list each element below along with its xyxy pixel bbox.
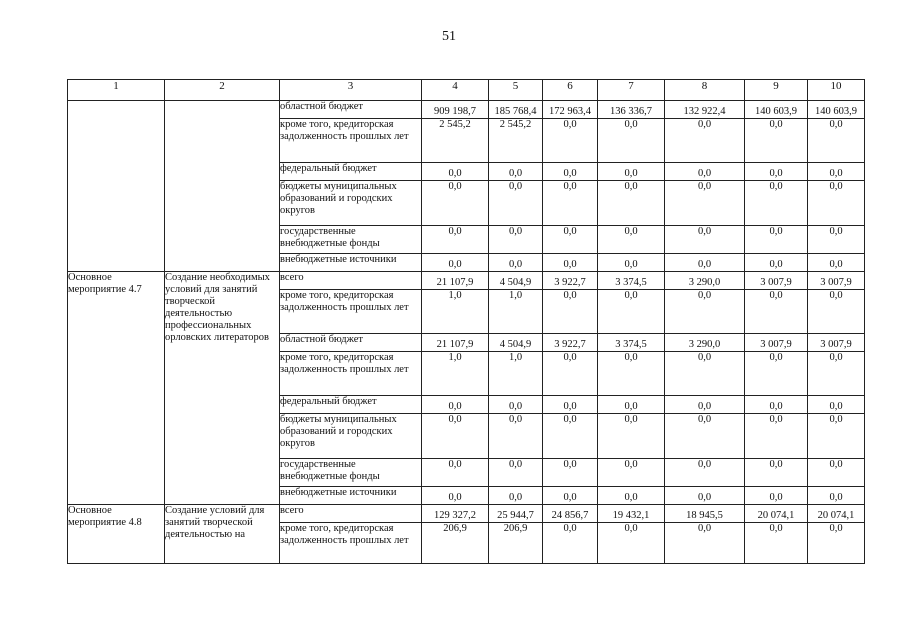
description-cell: Создание необходимых условий для занятий творческой деятельностью профессиональных орловских литераторов: [165, 272, 280, 505]
value-cell: 0,0: [598, 352, 665, 396]
value-cell: 3 922,7: [543, 334, 598, 352]
value-cell: 0,0: [489, 181, 543, 226]
value-cell: 140 603,9: [745, 101, 808, 119]
funding-source-cell: внебюджетные источники: [280, 254, 422, 272]
value-cell: 1,0: [422, 290, 489, 334]
value-cell: 185 768,4: [489, 101, 543, 119]
value-cell: 0,0: [489, 459, 543, 487]
description-cell: [165, 101, 280, 272]
col-header: 6: [543, 80, 598, 101]
value-cell: 0,0: [665, 181, 745, 226]
value-cell: 0,0: [543, 459, 598, 487]
header-row: [68, 80, 865, 101]
funding-source-cell: бюджеты муниципальных образований и городских округов: [280, 181, 422, 226]
budget-table: [67, 79, 865, 564]
col-header: 1: [68, 80, 165, 101]
value-cell: 0,0: [745, 459, 808, 487]
value-cell: 0,0: [489, 226, 543, 254]
value-cell: 0,0: [489, 254, 543, 272]
value-cell: 0,0: [543, 181, 598, 226]
funding-source-cell: всего: [280, 505, 422, 523]
value-cell: 206,9: [489, 523, 543, 564]
value-cell: 0,0: [422, 163, 489, 181]
value-cell: 0,0: [808, 352, 865, 396]
value-cell: 0,0: [598, 523, 665, 564]
value-cell: 0,0: [745, 163, 808, 181]
description-cell: Создание условий для занятий творческой деятельностью на: [165, 505, 280, 564]
page-number: 51: [442, 29, 456, 44]
value-cell: 0,0: [489, 396, 543, 414]
value-cell: 0,0: [489, 487, 543, 505]
value-cell: 0,0: [598, 163, 665, 181]
funding-source-cell: федеральный бюджет: [280, 396, 422, 414]
value-cell: 0,0: [543, 254, 598, 272]
value-cell: 3 374,5: [598, 334, 665, 352]
value-cell: 0,0: [808, 290, 865, 334]
value-cell: 0,0: [665, 459, 745, 487]
funding-source-cell: кроме того, кредиторская задолженность прошлых лет: [280, 290, 422, 334]
value-cell: 0,0: [598, 459, 665, 487]
value-cell: 3 007,9: [808, 334, 865, 352]
value-cell: 0,0: [745, 290, 808, 334]
value-cell: 0,0: [665, 352, 745, 396]
value-cell: 0,0: [543, 226, 598, 254]
value-cell: 0,0: [422, 396, 489, 414]
value-cell: 0,0: [808, 459, 865, 487]
value-cell: 3 007,9: [808, 272, 865, 290]
activity-cell: Основное мероприятие 4.7: [68, 272, 165, 505]
value-cell: 0,0: [598, 254, 665, 272]
value-cell: 0,0: [808, 523, 865, 564]
value-cell: 0,0: [489, 414, 543, 459]
funding-source-cell: государственные внебюджетные фонды: [280, 226, 422, 254]
value-cell: 0,0: [598, 181, 665, 226]
value-cell: 0,0: [665, 414, 745, 459]
value-cell: 1,0: [422, 352, 489, 396]
value-cell: 0,0: [665, 254, 745, 272]
funding-source-cell: внебюджетные источники: [280, 487, 422, 505]
value-cell: 0,0: [808, 163, 865, 181]
value-cell: 0,0: [598, 226, 665, 254]
value-cell: 0,0: [808, 226, 865, 254]
col-header: 5: [489, 80, 543, 101]
value-cell: 0,0: [543, 119, 598, 163]
value-cell: 0,0: [745, 181, 808, 226]
value-cell: 0,0: [422, 414, 489, 459]
value-cell: 0,0: [598, 487, 665, 505]
value-cell: 0,0: [543, 290, 598, 334]
value-cell: 4 504,9: [489, 272, 543, 290]
value-cell: 3 007,9: [745, 334, 808, 352]
value-cell: 0,0: [745, 396, 808, 414]
value-cell: 4 504,9: [489, 334, 543, 352]
funding-source-cell: всего: [280, 272, 422, 290]
value-cell: 0,0: [543, 414, 598, 459]
value-cell: 19 432,1: [598, 505, 665, 523]
value-cell: 1,0: [489, 352, 543, 396]
value-cell: 20 074,1: [808, 505, 865, 523]
value-cell: 0,0: [665, 119, 745, 163]
value-cell: 0,0: [422, 459, 489, 487]
value-cell: 0,0: [745, 254, 808, 272]
funding-source-cell: кроме того, кредиторская задолженность прошлых лет: [280, 523, 422, 564]
value-cell: 25 944,7: [489, 505, 543, 523]
value-cell: 0,0: [489, 163, 543, 181]
table-row: [68, 272, 865, 290]
value-cell: 0,0: [745, 119, 808, 163]
col-header: 10: [808, 80, 865, 101]
value-cell: 0,0: [543, 523, 598, 564]
value-cell: 0,0: [665, 487, 745, 505]
value-cell: 18 945,5: [665, 505, 745, 523]
value-cell: 136 336,7: [598, 101, 665, 119]
value-cell: 0,0: [808, 396, 865, 414]
value-cell: 24 856,7: [543, 505, 598, 523]
funding-source-cell: бюджеты муниципальных образований и городских округов: [280, 414, 422, 459]
value-cell: 0,0: [665, 396, 745, 414]
value-cell: 0,0: [745, 226, 808, 254]
funding-source-cell: областной бюджет: [280, 334, 422, 352]
value-cell: 20 074,1: [745, 505, 808, 523]
value-cell: 206,9: [422, 523, 489, 564]
value-cell: 0,0: [543, 396, 598, 414]
value-cell: 140 603,9: [808, 101, 865, 119]
value-cell: 132 922,4: [665, 101, 745, 119]
value-cell: 0,0: [543, 163, 598, 181]
value-cell: 21 107,9: [422, 272, 489, 290]
col-header: 8: [665, 80, 745, 101]
value-cell: 3 374,5: [598, 272, 665, 290]
value-cell: 0,0: [808, 414, 865, 459]
value-cell: 0,0: [808, 119, 865, 163]
value-cell: 0,0: [745, 487, 808, 505]
funding-source-cell: государственные внебюджетные фонды: [280, 459, 422, 487]
col-header: 7: [598, 80, 665, 101]
funding-source-cell: кроме того, кредиторская задолженность прошлых лет: [280, 352, 422, 396]
value-cell: 0,0: [598, 396, 665, 414]
value-cell: 3 007,9: [745, 272, 808, 290]
value-cell: 0,0: [665, 523, 745, 564]
col-header: 4: [422, 80, 489, 101]
value-cell: 0,0: [598, 414, 665, 459]
value-cell: 129 327,2: [422, 505, 489, 523]
col-header: 2: [165, 80, 280, 101]
value-cell: 0,0: [745, 352, 808, 396]
table-row: [68, 101, 865, 119]
value-cell: 3 922,7: [543, 272, 598, 290]
value-cell: 0,0: [745, 414, 808, 459]
col-header: 9: [745, 80, 808, 101]
value-cell: 0,0: [808, 181, 865, 226]
value-cell: 0,0: [745, 523, 808, 564]
value-cell: 0,0: [598, 119, 665, 163]
value-cell: 2 545,2: [489, 119, 543, 163]
value-cell: 0,0: [422, 487, 489, 505]
value-cell: 21 107,9: [422, 334, 489, 352]
value-cell: 0,0: [665, 163, 745, 181]
table-row: [68, 505, 865, 523]
funding-source-cell: кроме того, кредиторская задолженность прошлых лет: [280, 119, 422, 163]
value-cell: 0,0: [422, 181, 489, 226]
value-cell: 0,0: [422, 226, 489, 254]
value-cell: 0,0: [665, 226, 745, 254]
col-header: 3: [280, 80, 422, 101]
value-cell: 0,0: [422, 254, 489, 272]
value-cell: 1,0: [489, 290, 543, 334]
value-cell: 0,0: [808, 254, 865, 272]
funding-source-cell: областной бюджет: [280, 101, 422, 119]
funding-source-cell: федеральный бюджет: [280, 163, 422, 181]
value-cell: 909 198,7: [422, 101, 489, 119]
value-cell: 0,0: [598, 290, 665, 334]
value-cell: 2 545,2: [422, 119, 489, 163]
value-cell: 0,0: [543, 352, 598, 396]
value-cell: 172 963,4: [543, 101, 598, 119]
value-cell: 0,0: [543, 487, 598, 505]
value-cell: 0,0: [665, 290, 745, 334]
activity-cell: [68, 101, 165, 272]
value-cell: 0,0: [808, 487, 865, 505]
activity-cell: Основное мероприятие 4.8: [68, 505, 165, 564]
value-cell: 3 290,0: [665, 334, 745, 352]
value-cell: 3 290,0: [665, 272, 745, 290]
